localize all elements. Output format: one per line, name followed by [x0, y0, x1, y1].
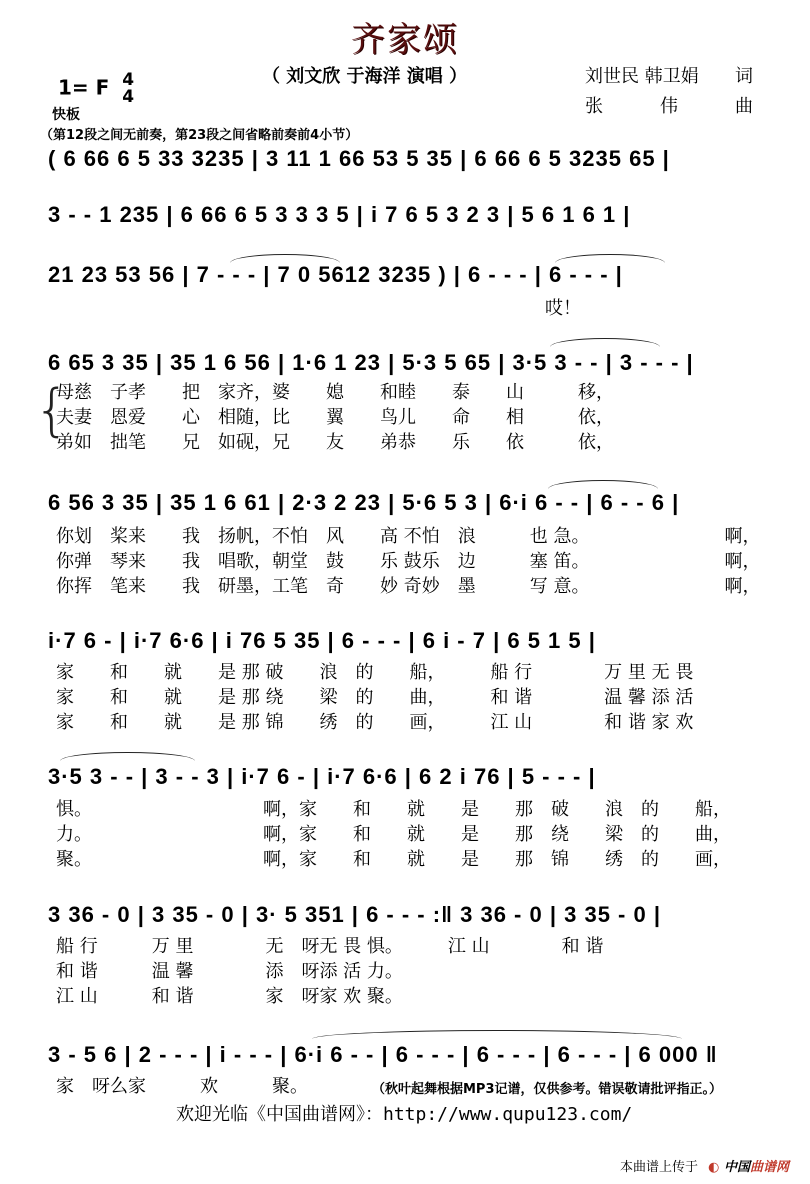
key-label: 1= F: [58, 75, 110, 100]
notation-system-7: 3·5 3 - - | 3 - - 3 | i·7 6 - | i·7 6·6 | 6 2 i 76 | 5 - - - |: [48, 764, 596, 789]
time-signature: 4 4: [122, 70, 135, 107]
lyric-verse-3: 家 和 就 是 那 锦 绣 的 画， 江 山 和 谐 家 欢: [56, 712, 694, 733]
lyricist-names: 刘世民 韩卫娟: [585, 66, 699, 87]
singers: （ 刘文欣 于海洋 演唱 ）: [262, 66, 468, 87]
lyric-verse-2: 夫妻 恩爱 心 相随，比 翼 鸟儿 命 相 依，: [56, 407, 614, 428]
tie-mark: [312, 1030, 682, 1039]
lyric-verse-1: 你划 桨来 我 扬帆，不怕 风 高 不怕 浪 也 急。 啊，: [56, 526, 761, 547]
notation-system-2: 3 - - 1 235 | 6 66 6 5 3 3 3 5 | i 7 6 5 3 2 3 | 5 6 1 6 1 |: [48, 202, 631, 227]
tempo-marking: 快板: [52, 107, 80, 123]
lyric-verse-2: 和 谐 温 馨 添 呀添 活 力。: [56, 961, 403, 982]
composer-role: 曲: [735, 96, 753, 117]
lyric-verse-2: 家 和 就 是 那 绕 梁 的 曲， 和 谐 温 馨 添 活: [56, 687, 694, 708]
lyric-verse-1: 船 行 万 里 无 呀无 畏 惧。 江 山 和 谐: [56, 936, 604, 957]
website-line: [176, 1100, 632, 1126]
credits: [585, 62, 753, 122]
notation-system-9: 3 - 5 6 | 2 - - - | i - - - | 6·i 6 - - | 6 - - - | 6 - - - | 6 - - - | 6 000 ‖: [48, 1042, 718, 1067]
transcriber-note: （秋叶起舞根据MP3记谱，仅供参考。错误敬请批评指正。）: [372, 1082, 723, 1097]
lyric-verse-2: 你弹 琴来 我 唱歌，朝堂 鼓 乐 鼓乐 边 塞 笛。 啊，: [56, 551, 761, 572]
lyricist-line: [585, 62, 753, 92]
tie-mark: [60, 752, 195, 761]
lyric-verse-3: 江 山 和 谐 家 呀家 欢 聚。: [56, 986, 403, 1007]
song-title: 齐家颂: [351, 20, 459, 60]
lyric-exclamation: 哎！: [545, 298, 581, 319]
tie-mark: [548, 480, 658, 489]
lyricist-role: 词: [735, 66, 753, 87]
lyric-final: 家 呀么家 欢 聚。: [56, 1076, 308, 1097]
site-logo[interactable]: ◐ 中国曲谱网: [708, 1160, 790, 1175]
composer-name-2: 伟: [660, 96, 678, 117]
performance-note: （第12段之间无前奏，第23段之间省略前奏前4小节）: [40, 128, 359, 143]
composer-line: [585, 92, 753, 122]
lyric-verse-3: 你挥 笔来 我 研墨，工笔 奇 妙 奇妙 墨 写 意。 啊，: [56, 576, 761, 597]
upload-label: 本曲谱上传于: [620, 1160, 699, 1175]
notation-system-1: ( 6 66 6 5 33 3235 | 3 11 1 66 53 5 35 | 6 66 6 5 3235 65 |: [48, 146, 670, 171]
upload-credit: [620, 1156, 789, 1175]
notation-system-5: 6 56 3 35 | 35 1 6 61 | 2·3 2 23 | 5·6 5 3 | 6·i 6 - - | 6 - - 6 |: [48, 490, 680, 515]
lyric-verse-3: 聚。 啊，家 和 就 是 那 锦 绣 的 画，: [56, 849, 731, 870]
website-url[interactable]: http://www.qupu123.com/: [383, 1104, 633, 1125]
notation-system-8: 3 36 - 0 | 3 35 - 0 | 3· 5 351 | 6 - - - :‖ 3 36 - 0 | 3 35 - 0 |: [48, 902, 661, 927]
logo-icon: ◐: [708, 1160, 720, 1175]
lyric-verse-3: 弟如 拙笔 兄 如砚，兄 友 弟恭 乐 依 依，: [56, 432, 614, 453]
lyric-verse-1: 母慈 子孝 把 家齐，婆 媳 和睦 泰 山 移，: [56, 382, 614, 403]
composer-name-1: 张: [585, 96, 603, 117]
notation-system-6: i·7 6 - | i·7 6·6 | i 76 5 35 | 6 - - - | 6 i - 7 | 6 5 1 5 |: [48, 628, 596, 653]
tie-mark: [550, 338, 660, 347]
lyric-verse-2: 力。 啊，家 和 就 是 那 绕 梁 的 曲，: [56, 824, 731, 845]
lyric-verse-1: 家 和 就 是 那 破 浪 的 船， 船 行 万 里 无 畏: [56, 662, 694, 683]
notation-system-4: 6 65 3 35 | 35 1 6 56 | 1·6 1 23 | 5·3 5 65 | 3·5 3 - - | 3 - - - |: [48, 350, 694, 375]
website-label: 欢迎光临《中国曲谱网》：: [176, 1104, 383, 1125]
lyric-verse-1: 惧。 啊，家 和 就 是 那 破 浪 的 船，: [56, 799, 731, 820]
notation-system-3: 21 23 53 56 | 7 - - - | 7 0 5612 3235 ) | 6 - - - | 6 - - - |: [48, 262, 623, 287]
verse-brace: {: [34, 378, 70, 443]
key-signature: [58, 72, 134, 106]
